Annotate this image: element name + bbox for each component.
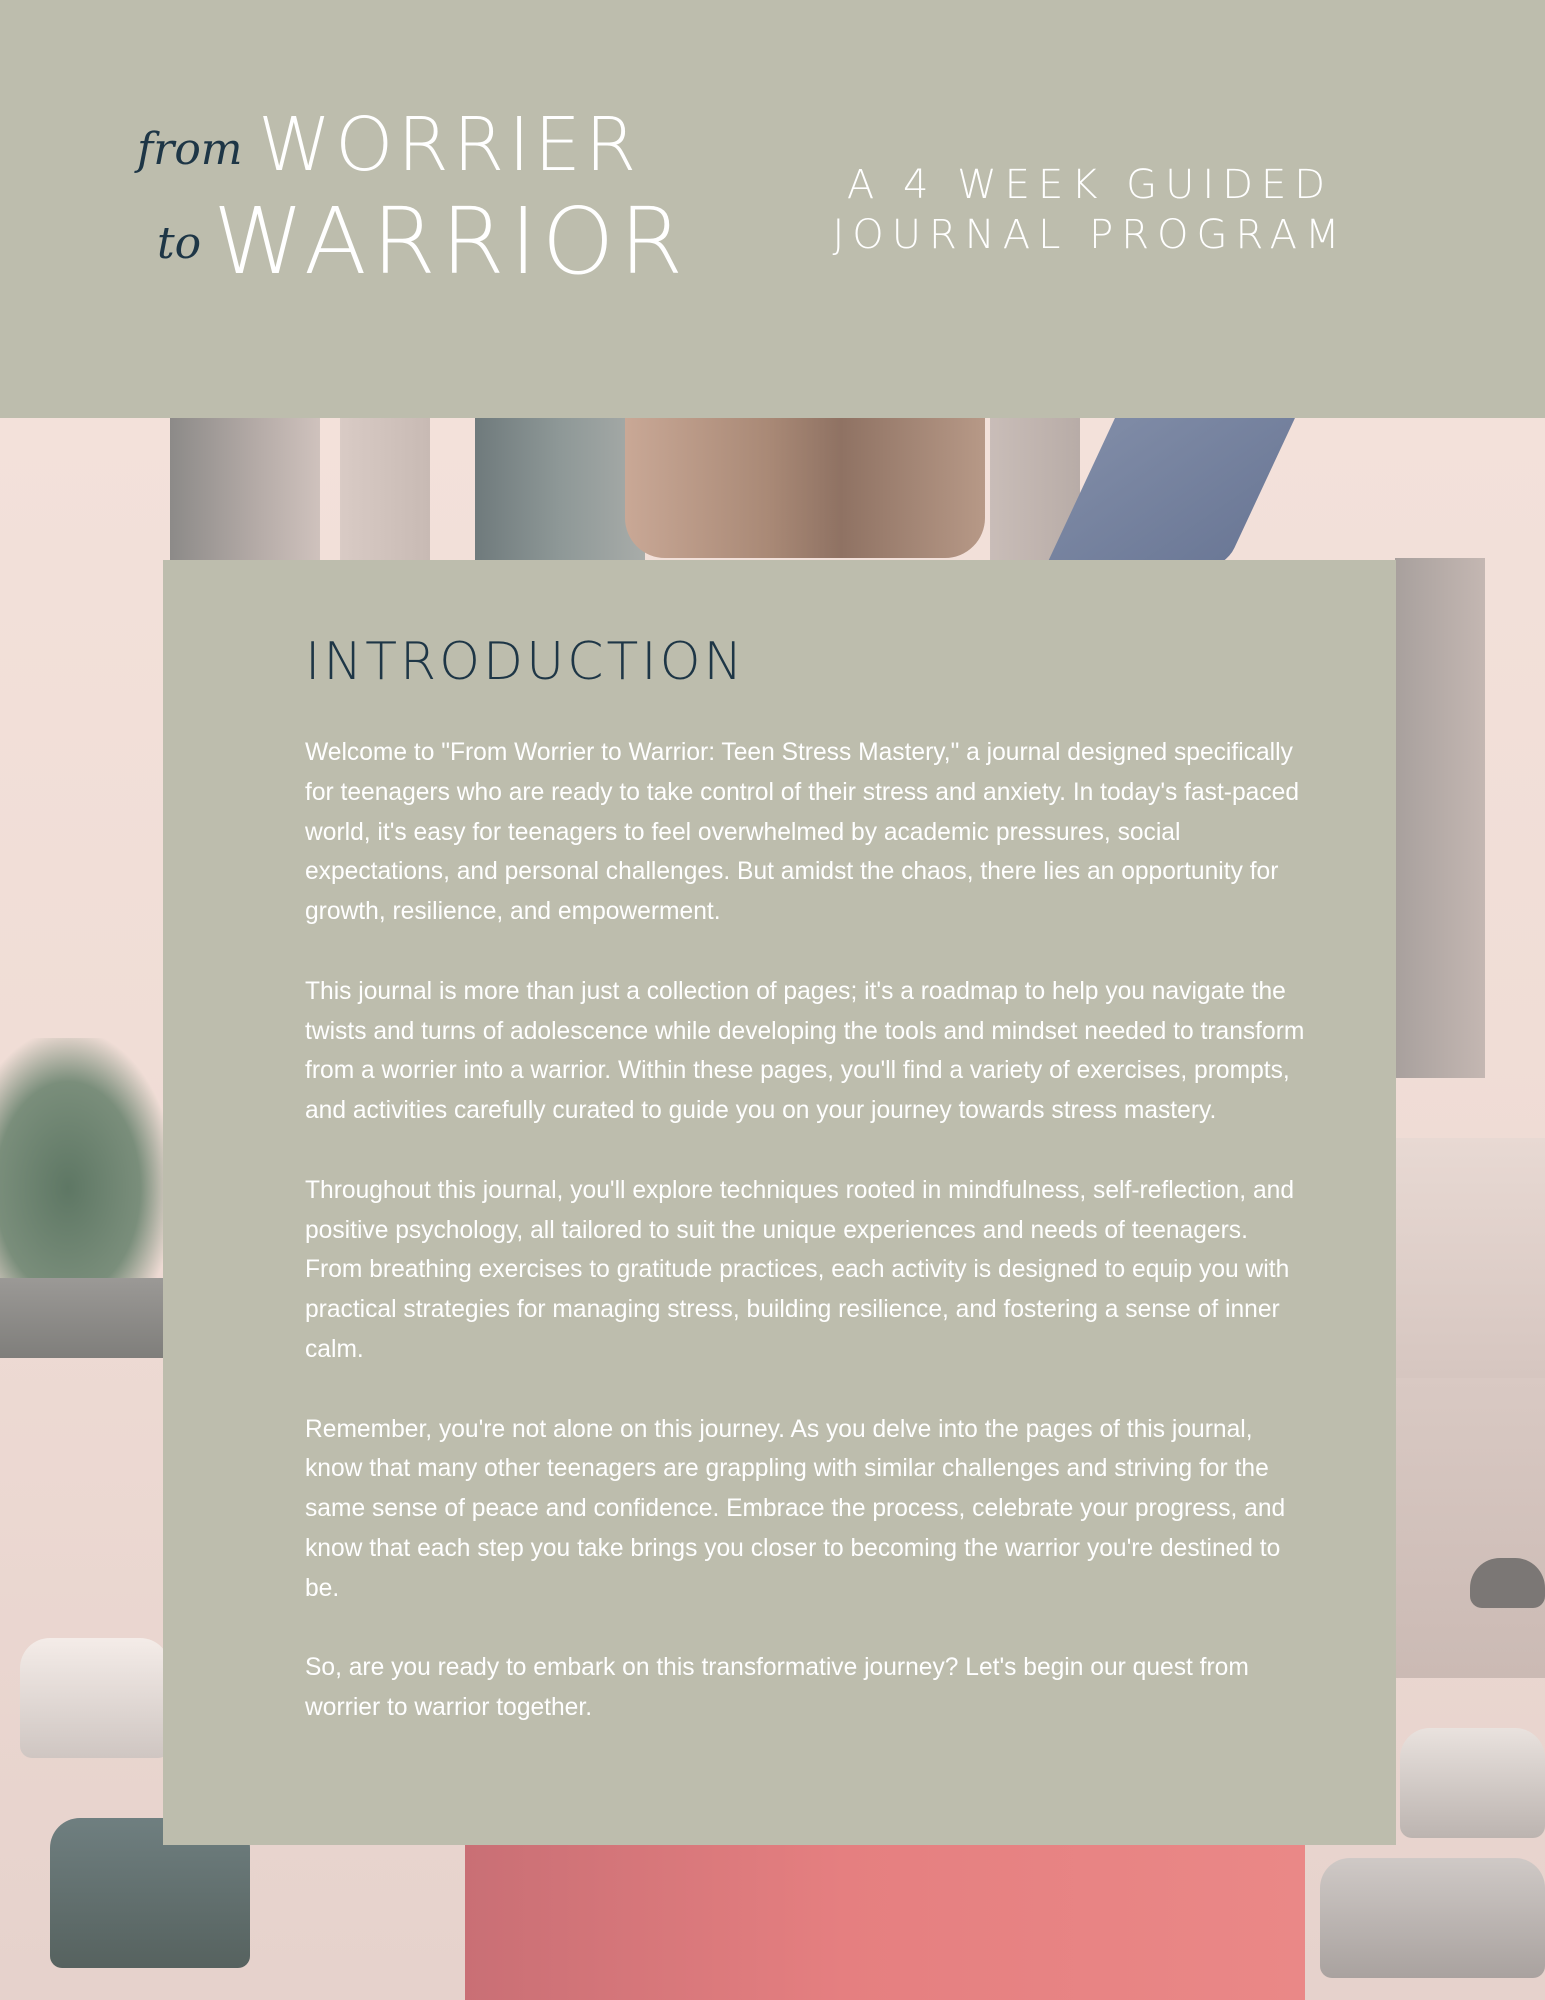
person-arm (1045, 418, 1295, 568)
person-skirt (465, 1838, 1305, 2000)
title-from: from (137, 124, 243, 175)
title-to: to (157, 218, 202, 269)
paragraph-4: Remember, you're not alone on this journey. As you delve into the pages of this journal, know that many other teenagers are grappling with similar challenges and striving for the same sense of peace and confidence. Embrace the process, celebrate your progress, and know that each step you take brings you closer to becoming the warrior you're destined to be. (305, 1415, 1286, 1602)
subtitle-line-2: JOURNAL PROGRAM (832, 212, 1348, 258)
person-hair (625, 418, 985, 558)
car-right-bottom (1320, 1858, 1545, 1978)
paragraph-3: Throughout this journal, you'll explore techniques rooted in mindfulness, self-reflection, and positive psychology, all tailored to suit the unique experiences and needs of teenagers. From breathing exercises to gratitude practices, each activity is designed to equip you with practical strategies for managing stress, building resilience, and fostering a sense of inner calm. (305, 1176, 1295, 1363)
introduction-body (305, 733, 1305, 1768)
journal-title (135, 100, 775, 300)
subtitle-line-1: A 4 WEEK GUIDED (846, 162, 1334, 208)
paragraph-1: Welcome to "From Worrier to Warrior: Teen Stress Mastery," a journal designed specifically for teenagers who are ready to take control of their stress and anxiety. In today's fast-paced world, it's easy for teenagers to feel overwhelmed by academic pressures, social expectations, and personal challenges. But amidst the chaos, there lies an opportunity for growth, resilience, and empowerment. (305, 739, 1299, 926)
paragraph-5: So, are you ready to embark on this transformative journey? Let's begin our quest from worrier to warrior together. (305, 1654, 1249, 1722)
bridge (0, 1278, 165, 1358)
car-left (20, 1638, 170, 1758)
header-banner (0, 0, 1545, 418)
car-right-dark (1470, 1558, 1545, 1608)
title-worrier: WORRIER (258, 102, 641, 188)
building-right-low (1395, 1138, 1545, 1378)
program-subtitle (780, 160, 1400, 260)
introduction-heading: INTRODUCTION (305, 632, 746, 692)
title-warrior: WARRIOR (213, 188, 689, 295)
building-far-right (1395, 558, 1485, 1078)
paragraph-2: This journal is more than just a collection of pages; it's a roadmap to help you navigate the twists and turns of adolescence while developing the tools and mindset needed to transform from a worrier into a warrior. Within these pages, you'll find a variety of exercises, prompts, and activities carefully curated to guide you on your journey towards stress mastery. (305, 977, 1305, 1125)
introduction-panel (163, 560, 1396, 1845)
car-right (1400, 1728, 1545, 1838)
river (1395, 1378, 1545, 1678)
